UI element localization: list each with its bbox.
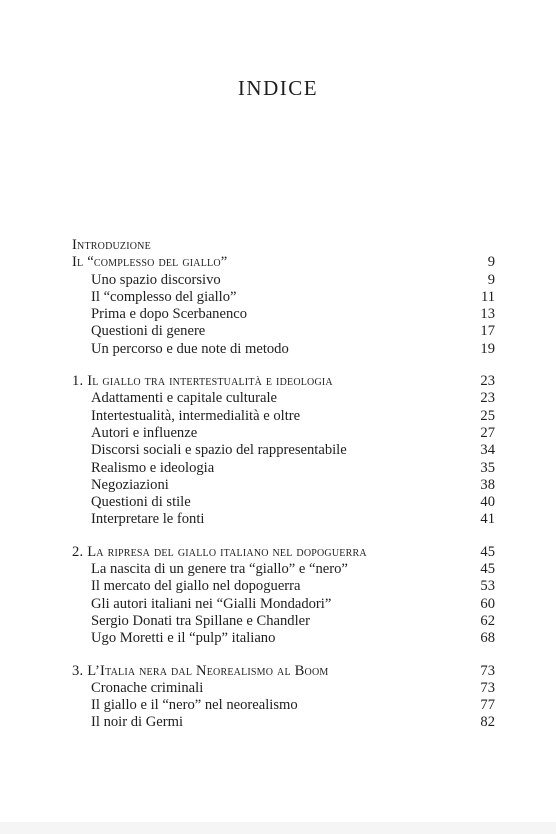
toc-entry-title: Introduzione <box>72 237 151 253</box>
toc-entry-title: Un percorso e due note di metodo <box>91 340 289 357</box>
toc-entry-title: Questioni di stile <box>91 494 191 511</box>
toc-entry <box>72 477 495 494</box>
page-bottom-edge <box>0 822 556 834</box>
toc-entry-title: Uno spazio discorsivo <box>91 271 221 288</box>
toc-page-number: 23 <box>480 373 495 390</box>
toc-chapter-heading <box>72 254 495 271</box>
toc-page-number: 53 <box>480 578 495 595</box>
toc-page-number: 38 <box>480 476 495 493</box>
toc-entry-title: Il giallo e il “nero” nel neorealismo <box>91 697 298 714</box>
toc-page-number: 27 <box>480 424 495 441</box>
toc-entry-title: Intertestualità, intermedialità e oltre <box>91 407 301 424</box>
toc-entry <box>72 561 495 578</box>
toc-entry-title: Interpretare le fonti <box>91 511 205 528</box>
toc-entry <box>72 714 495 731</box>
toc-entry-title: Negoziazioni <box>91 476 169 493</box>
toc-entry <box>72 578 495 595</box>
toc-entry <box>72 408 495 425</box>
toc-page-number: 77 <box>480 697 495 714</box>
toc-entry-title: 1. Il giallo tra intertestualità e ideologia <box>72 373 333 390</box>
toc-entry <box>72 323 495 340</box>
toc-page-number: 41 <box>480 511 495 528</box>
toc-page-number: 35 <box>480 459 495 476</box>
toc-entry-title: Sergio Donati tra Spillane e Chandler <box>91 612 310 629</box>
toc-chapter-heading <box>72 663 495 680</box>
toc-entry-title: Cronache criminali <box>91 679 204 696</box>
toc-entry-title: Il “complesso del giallo” <box>91 288 237 305</box>
toc-page-number: 45 <box>480 543 495 560</box>
toc-section <box>72 544 495 648</box>
toc-entry-title: Adattamenti e capitale culturale <box>91 390 277 407</box>
toc-entry <box>72 442 495 459</box>
toc-entry <box>72 460 495 477</box>
toc-entry-title: Ugo Moretti e il “pulp” italiano <box>91 630 276 647</box>
toc-entry <box>72 511 495 528</box>
toc-entry-title: 3. L’Italia nera dal Neorealismo al Boom <box>72 662 329 679</box>
toc-section <box>72 373 495 529</box>
toc-entry <box>72 425 495 442</box>
toc-page-number: 40 <box>480 494 495 511</box>
toc-page-number: 62 <box>480 612 495 629</box>
page-title: INDICE <box>237 76 319 100</box>
toc-entry-title: Autori e influenze <box>91 424 198 441</box>
toc-page-number: 11 <box>480 288 495 305</box>
toc-section <box>72 237 495 358</box>
toc-entry <box>72 630 495 647</box>
toc-entry <box>72 272 495 289</box>
toc-page-number: 25 <box>480 407 495 424</box>
toc-chapter-heading <box>72 544 495 561</box>
toc-entry <box>72 390 495 407</box>
toc-chapter-heading <box>72 373 495 390</box>
toc-entry-title: Discorsi sociali e spazio del rappresentabile <box>91 442 347 459</box>
toc-page-number: 34 <box>480 442 495 459</box>
toc-page-number: 19 <box>480 340 495 357</box>
toc-entry <box>72 596 495 613</box>
toc-page-number: 9 <box>487 271 495 288</box>
toc-entry-title: Prima e dopo Scerbanenco <box>91 306 248 323</box>
toc-entry <box>72 697 495 714</box>
toc-page-number: 23 <box>480 390 495 407</box>
toc-page-number: 73 <box>480 679 495 696</box>
table-of-contents <box>72 237 495 747</box>
toc-entry <box>72 306 495 323</box>
toc-page-number: 68 <box>480 630 495 647</box>
toc-page-number: 9 <box>487 254 495 271</box>
toc-entry-title: Realismo e ideologia <box>91 459 215 476</box>
toc-page-number: 60 <box>480 595 495 612</box>
toc-entry <box>72 289 495 306</box>
toc-entry-title: Il noir di Germi <box>91 714 184 731</box>
toc-page-number: 73 <box>480 662 495 679</box>
toc-entry-title: Gli autori italiani nei “Gialli Mondadori” <box>91 595 332 612</box>
toc-page-number: 82 <box>480 714 495 731</box>
toc-page-number: 17 <box>480 323 495 340</box>
toc-entry-title: 2. La ripresa del giallo italiano nel dopoguerra <box>72 543 367 560</box>
toc-page-number: 45 <box>480 561 495 578</box>
toc-page-number: 13 <box>480 306 495 323</box>
toc-entry <box>72 613 495 630</box>
toc-entry <box>72 680 495 697</box>
toc-entry-title: Il mercato del giallo nel dopoguerra <box>91 578 301 595</box>
toc-entry-title: Questioni di genere <box>91 323 206 340</box>
toc-section <box>72 663 495 732</box>
toc-entry-title: Il “complesso del giallo” <box>72 254 228 271</box>
toc-entry-title: La nascita di un genere tra “giallo” e “nero” <box>91 561 348 578</box>
toc-chapter-heading <box>72 237 495 254</box>
toc-entry <box>72 494 495 511</box>
toc-entry <box>72 341 495 358</box>
